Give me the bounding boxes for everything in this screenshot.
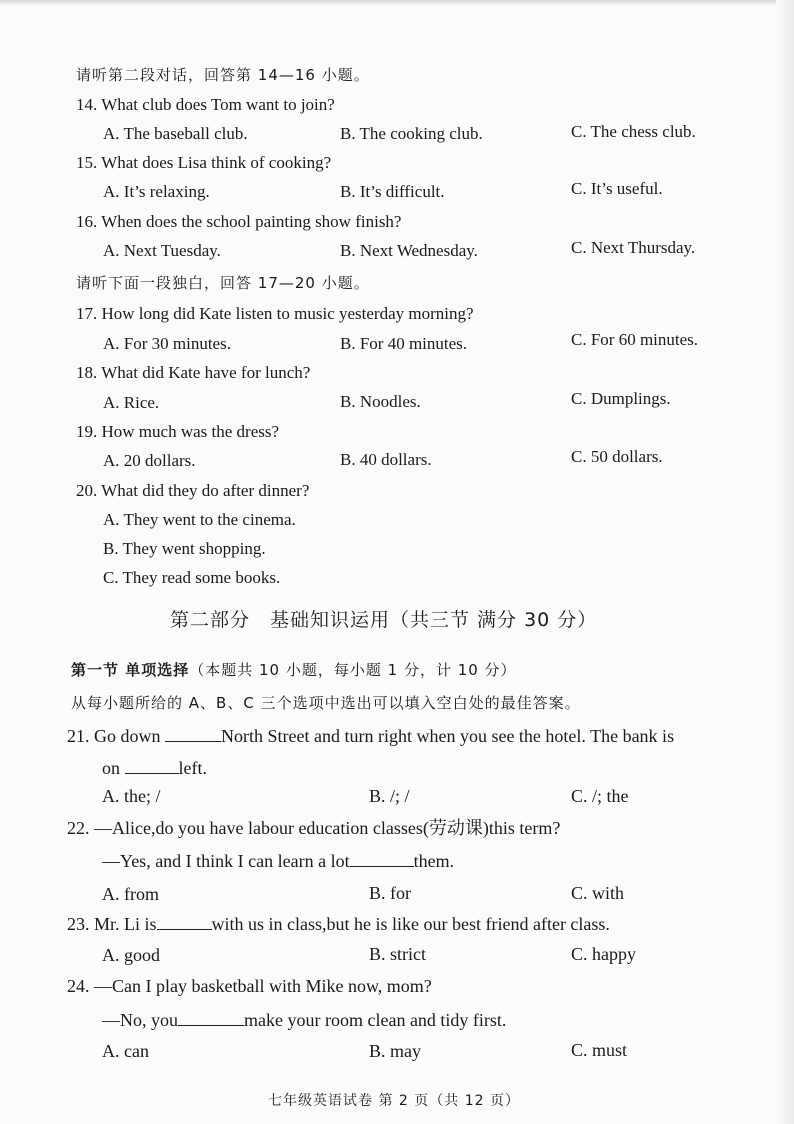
question-23-option-c: C. happy <box>571 944 636 964</box>
question-19-option-b: B. 40 dollars. <box>340 450 432 469</box>
question-24-text-1: —No, you <box>102 1010 178 1030</box>
question-21-line-2 <box>102 757 207 779</box>
part-two-title: 第二部分 基础知识运用（共三节 满分 30 分） <box>170 609 598 631</box>
page-right-edge <box>776 0 794 1124</box>
page-footer: 七年级英语试卷 第 2 页（共 12 页） <box>268 1093 520 1109</box>
question-22-line-2 <box>102 850 454 872</box>
question-15-option-c: C. It’s useful. <box>571 179 663 198</box>
question-21-text-1: 21. Go down <box>67 726 161 746</box>
question-23-text-2: with us in class,but he is like our best friend after class. <box>211 914 610 934</box>
question-14-stem: 14. What club does Tom want to join? <box>76 95 335 114</box>
question-20-option-c: C. They read some books. <box>103 568 281 587</box>
question-24-text-2: make your room clean and tidy first. <box>244 1010 507 1030</box>
question-19-option-a: A. 20 dollars. <box>103 451 196 470</box>
question-18-option-b: B. Noodles. <box>340 392 421 411</box>
question-15-stem: 15. What does Lisa think of cooking? <box>76 153 332 172</box>
section-one-instruction: 从每小题所给的 A、B、C 三个选项中选出可以填入空白处的最佳答案。 <box>71 694 581 712</box>
question-15-option-a: A. It’s relaxing. <box>103 182 210 201</box>
question-18-stem: 18. What did Kate have for lunch? <box>76 363 311 382</box>
question-17-option-a: A. For 30 minutes. <box>103 334 231 353</box>
question-14-option-a: A. The baseball club. <box>103 124 248 143</box>
question-20-stem: 20. What did they do after dinner? <box>76 481 310 500</box>
question-21-option-b: B. /; / <box>369 786 410 806</box>
question-24-option-b: B. may <box>369 1041 421 1061</box>
answer-blank <box>157 914 212 930</box>
section-one-title: 第一节 单项选择 <box>71 661 190 679</box>
question-21-line-1 <box>67 725 674 747</box>
question-16-option-c: C. Next Thursday. <box>571 238 696 257</box>
answer-blank <box>165 726 221 742</box>
question-22-text-2: them. <box>413 851 455 871</box>
question-15-option-b: B. It’s difficult. <box>340 182 445 201</box>
question-14-option-b: B. The cooking club. <box>340 124 483 143</box>
question-21-text-4: left. <box>178 758 207 778</box>
question-22-option-c: C. with <box>571 883 625 903</box>
question-24-option-c: C. must <box>571 1040 628 1060</box>
answer-blank <box>178 1010 244 1026</box>
question-20-option-a: A. They went to the cinema. <box>103 510 296 529</box>
question-19-option-c: C. 50 dollars. <box>571 447 663 466</box>
question-23-line-1 <box>67 913 610 935</box>
question-24-line-1: 24. —Can I play basketball with Mike now, mom? <box>67 976 432 996</box>
question-22-option-a: A. from <box>102 884 159 904</box>
section-one-header <box>71 659 517 681</box>
question-17-option-b: B. For 40 minutes. <box>340 334 468 353</box>
question-18-option-c: C. Dumplings. <box>571 389 671 408</box>
question-16-option-a: A. Next Tuesday. <box>103 241 221 260</box>
question-17-option-c: C. For 60 minutes. <box>571 330 699 349</box>
question-14-option-c: C. The chess club. <box>571 122 696 141</box>
page-top-edge <box>0 0 794 6</box>
question-24-option-a: A. can <box>102 1041 149 1061</box>
question-16-stem: 16. When does the school painting show finish? <box>76 212 402 231</box>
question-23-text-1: 23. Mr. Li is <box>67 914 157 934</box>
question-21-text-2: North Street and turn right when you see the hotel. The bank is <box>221 726 675 746</box>
question-21-text-3: on <box>102 758 120 778</box>
question-18-option-a: A. Rice. <box>103 393 160 412</box>
question-22-option-b: B. for <box>369 883 411 903</box>
answer-blank <box>125 758 179 774</box>
question-22-text-1: —Yes, and I think I can learn a lot <box>102 851 350 871</box>
question-23-option-b: B. strict <box>369 944 426 964</box>
question-16-option-b: B. Next Wednesday. <box>340 241 478 260</box>
instruction-monologue: 请听下面一段独白，回答 17—20 小题。 <box>76 274 370 292</box>
question-21-option-a: A. the; / <box>102 786 161 806</box>
section-one-note: （本题共 10 小题，每小题 1 分，计 10 分） <box>189 661 517 679</box>
instruction-dialogue-2: 请听第二段对话，回答第 14—16 小题。 <box>76 66 370 84</box>
question-20-option-b: B. They went shopping. <box>103 539 266 558</box>
question-19-stem: 19. How much was the dress? <box>76 422 280 441</box>
question-24-line-2 <box>102 1009 506 1031</box>
question-21-option-c: C. /; the <box>571 786 629 806</box>
question-23-option-a: A. good <box>102 945 160 965</box>
question-22-line-1: 22. —Alice,do you have labour education classes(劳动课)this term? <box>67 818 561 838</box>
question-17-stem: 17. How long did Kate listen to music yesterday morning? <box>76 304 474 323</box>
answer-blank <box>350 851 414 867</box>
